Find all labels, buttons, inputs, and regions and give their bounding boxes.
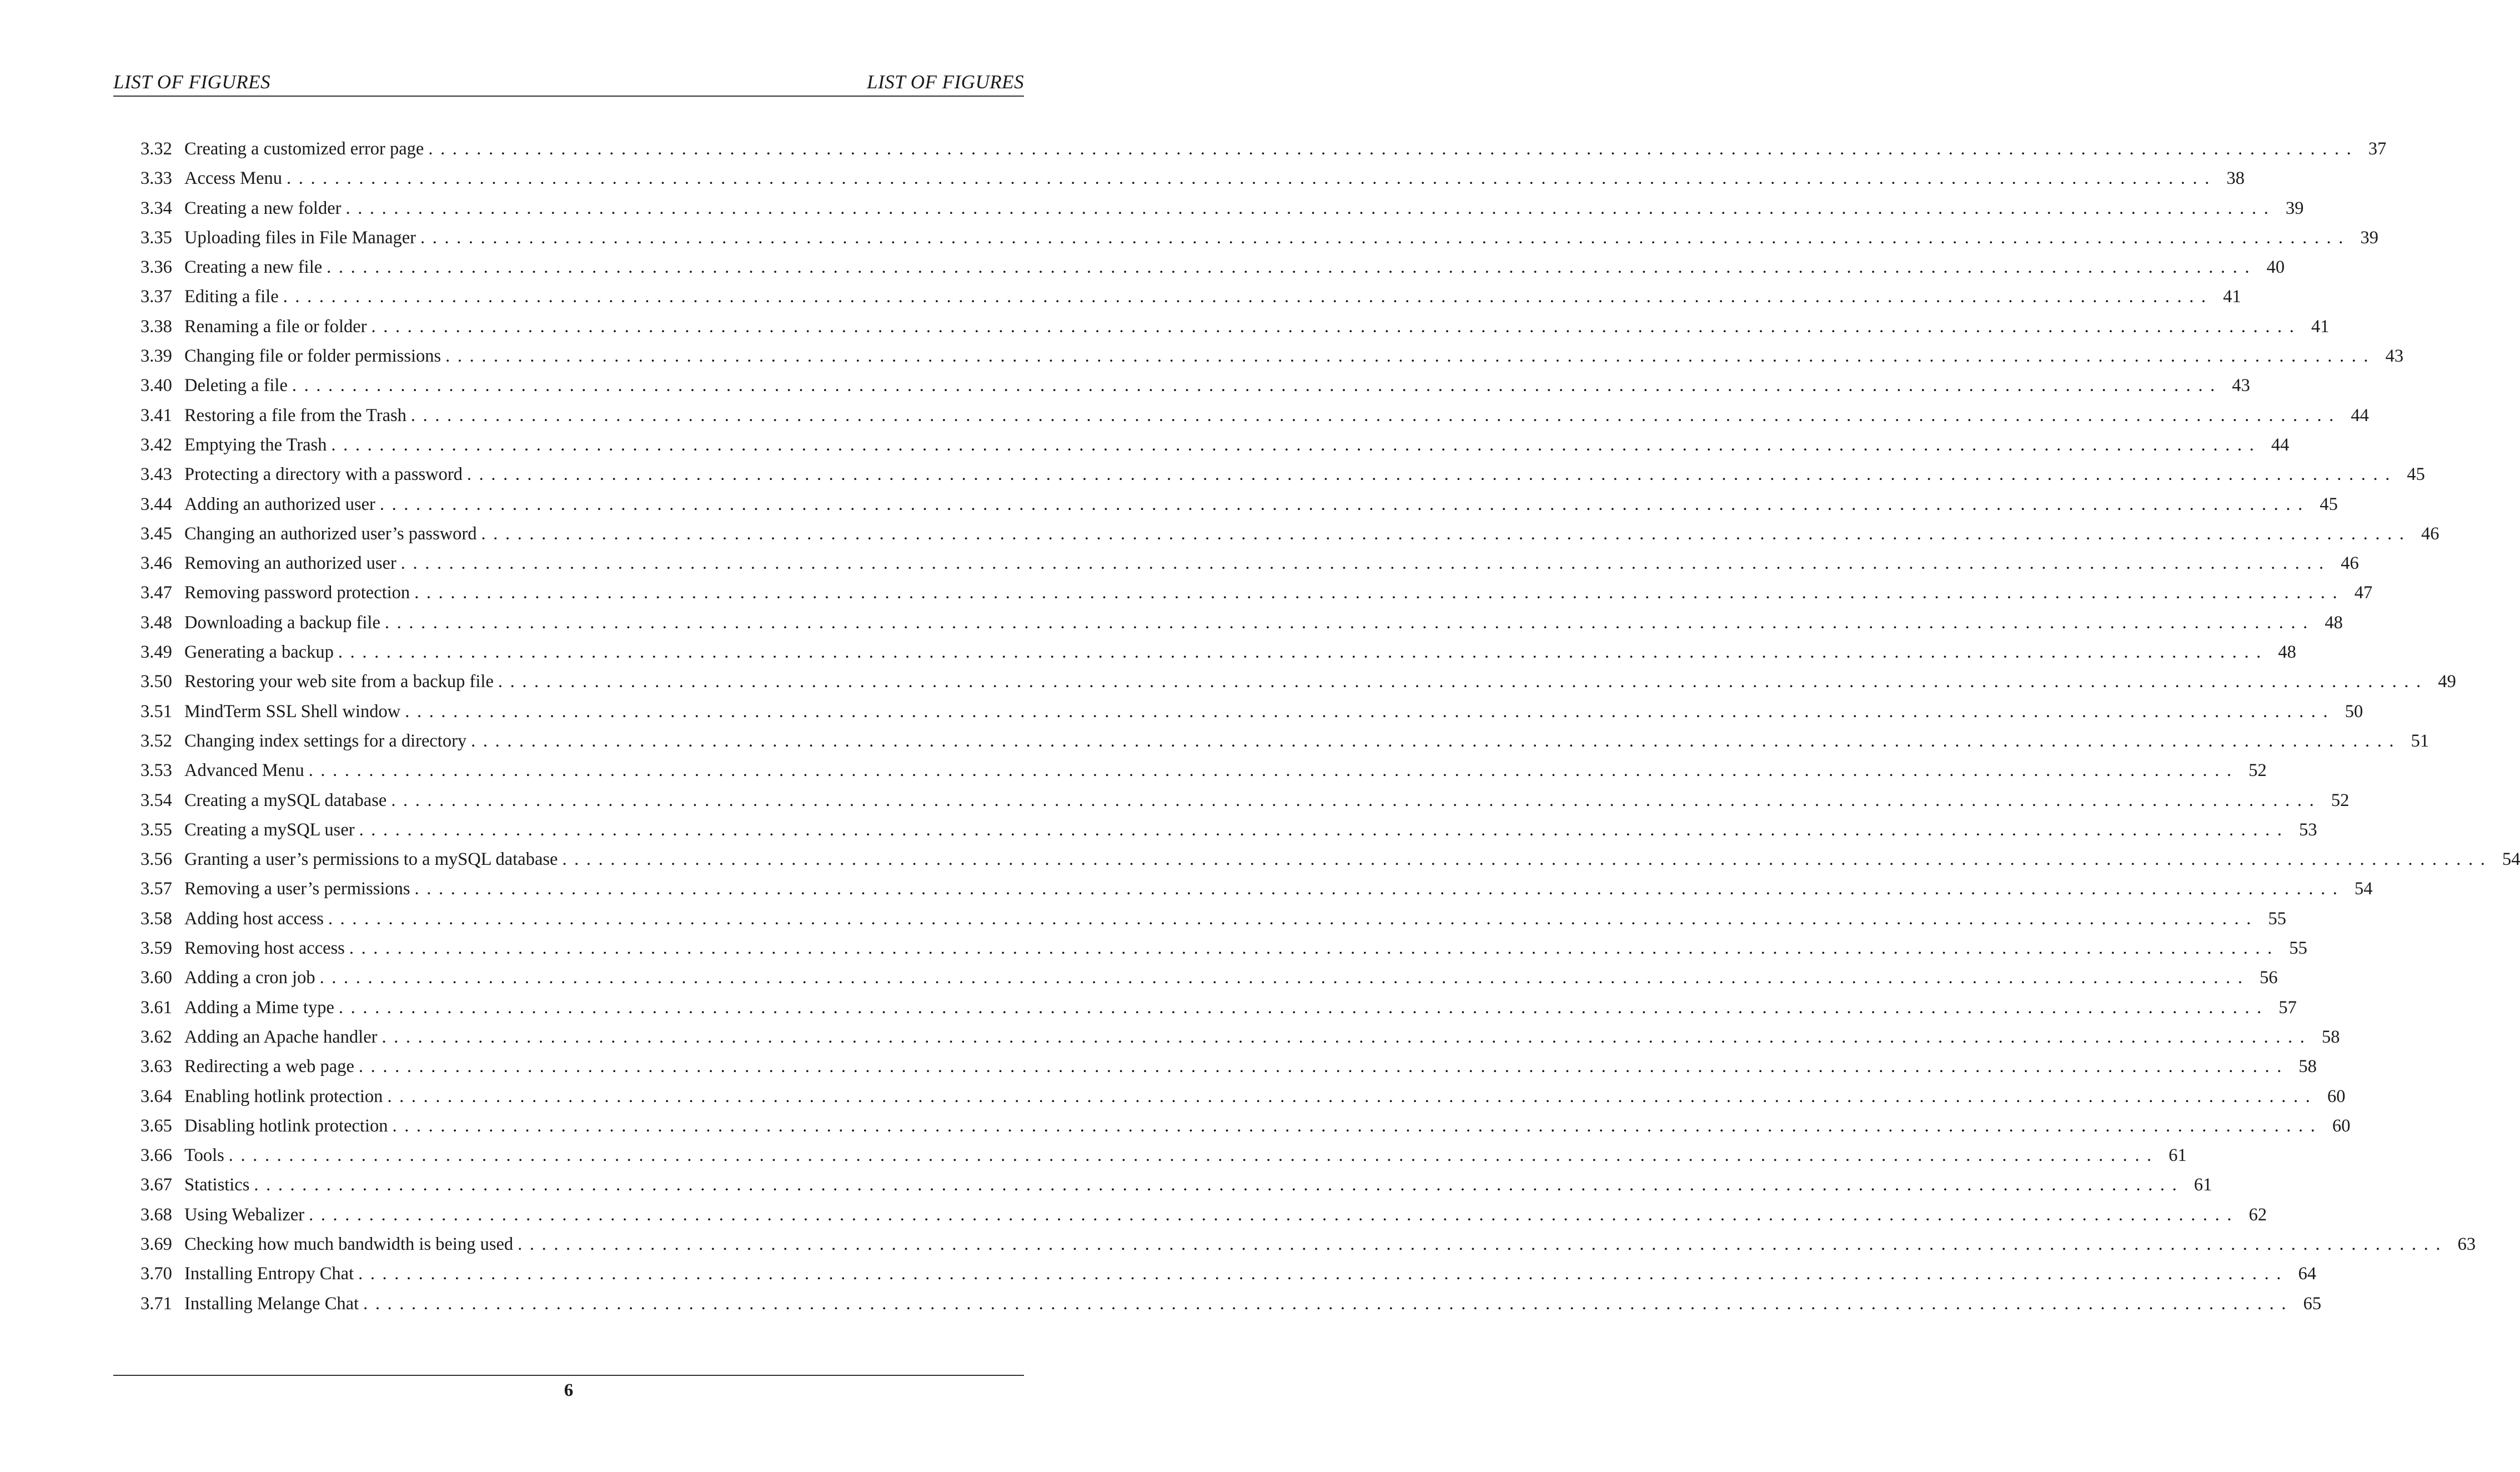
figure-entry[interactable] [140, 1293, 2322, 1323]
figure-entry[interactable] [140, 1234, 2476, 1264]
figure-entry[interactable] [140, 849, 2520, 879]
dot-leader: ................................................................................................................................................................ [384, 612, 2315, 633]
figure-number: 3.67 [140, 1175, 172, 1195]
figure-title: Redirecting a web page [184, 1057, 354, 1077]
figure-page-number: 56 [2260, 968, 2278, 988]
figure-entry[interactable] [140, 346, 2404, 375]
figure-entry[interactable] [140, 1057, 2317, 1086]
figure-number: 3.65 [140, 1115, 172, 1136]
figure-number: 3.40 [140, 375, 172, 396]
figure-entry[interactable] [140, 375, 2250, 405]
figure-entry[interactable] [140, 1204, 2267, 1234]
figure-number: 3.60 [140, 968, 172, 988]
figure-entry[interactable] [140, 198, 2304, 228]
figure-title: Adding an authorized user [184, 494, 375, 514]
figure-page-number: 54 [2502, 849, 2520, 870]
figure-title: Downloading a backup file [184, 612, 380, 633]
figure-page-number: 47 [2354, 583, 2373, 603]
figure-number: 3.57 [140, 879, 172, 899]
figure-title: Creating a new folder [184, 198, 342, 218]
figure-entry[interactable] [140, 168, 2245, 198]
figure-number: 3.41 [140, 405, 172, 425]
dot-leader: ................................................................................................................................................................ [381, 1027, 2312, 1047]
figure-title: Emptying the Trash [184, 434, 327, 455]
figure-number: 3.62 [140, 1027, 172, 1047]
figure-entry[interactable] [140, 730, 2429, 760]
figure-number: 3.59 [140, 938, 172, 959]
figure-page-number: 61 [2168, 1145, 2187, 1166]
figure-number: 3.69 [140, 1234, 172, 1254]
figure-title: Creating a mySQL user [184, 819, 355, 840]
figure-number: 3.42 [140, 434, 172, 455]
figure-title: Editing a file [184, 287, 279, 307]
figure-entry[interactable] [140, 257, 2285, 287]
figure-entry[interactable] [140, 672, 2456, 701]
figure-number: 3.52 [140, 730, 172, 751]
figure-title: Adding a cron job [184, 968, 315, 988]
dot-leader: ................................................................................................................................................................ [445, 346, 2376, 367]
figure-title: MindTerm SSL Shell window [184, 701, 401, 722]
figure-number: 3.58 [140, 908, 172, 929]
figure-title: Restoring a file from the Trash [184, 405, 406, 425]
figure-title: Enabling hotlink protection [184, 1086, 383, 1106]
dot-leader: ................................................................................................................................................................ [338, 997, 2269, 1018]
dot-leader: ................................................................................................................................................................ [498, 672, 2428, 692]
figure-number: 3.33 [140, 168, 172, 189]
figure-entry[interactable] [140, 1264, 2317, 1293]
figure-page-number: 45 [2407, 464, 2425, 485]
figure-page-number: 54 [2355, 879, 2373, 899]
figure-page-number: 65 [2303, 1293, 2322, 1314]
figure-entry[interactable] [140, 790, 2350, 820]
dot-leader: ................................................................................................................................................................ [387, 1086, 2318, 1106]
footer-rule [113, 1375, 1024, 1376]
figure-page-number: 61 [2193, 1175, 2212, 1195]
figure-page-number: 44 [2351, 405, 2369, 425]
figure-title: Adding a Mime type [184, 997, 334, 1018]
figure-number: 3.61 [140, 997, 172, 1018]
dot-leader: ................................................................................................................................................................ [328, 908, 2258, 929]
figure-page-number: 57 [2278, 997, 2297, 1018]
figure-entry[interactable] [140, 494, 2338, 524]
dot-leader: ................................................................................................................................................................ [400, 553, 2331, 574]
figure-entry[interactable] [140, 968, 2278, 997]
dot-leader: ................................................................................................................................................................ [283, 287, 2213, 307]
dot-leader: ................................................................................................................................................................ [308, 760, 2239, 781]
figure-number: 3.39 [140, 346, 172, 367]
figure-entry[interactable] [140, 464, 2425, 494]
figure-entry[interactable] [140, 287, 2241, 316]
figure-number: 3.48 [140, 612, 172, 633]
figure-page-number: 39 [2360, 227, 2378, 248]
figure-entry[interactable] [140, 523, 2439, 553]
figure-title: Adding an Apache handler [184, 1027, 378, 1047]
figure-title: Changing index settings for a directory [184, 730, 467, 751]
figure-entry[interactable] [140, 316, 2330, 346]
figure-page-number: 40 [2266, 257, 2285, 278]
figure-page-number: 44 [2271, 434, 2290, 455]
dot-leader: ................................................................................................................................................................ [254, 1175, 2185, 1195]
figure-title: Using Webalizer [184, 1204, 305, 1225]
figure-number: 3.49 [140, 642, 172, 663]
figure-page-number: 41 [2223, 287, 2241, 307]
figure-entry[interactable] [140, 227, 2378, 257]
figure-title: Disabling hotlink protection [184, 1115, 388, 1136]
figure-page-number: 41 [2311, 316, 2330, 337]
figure-entry[interactable] [140, 1115, 2351, 1145]
figure-entry[interactable] [140, 760, 2267, 790]
dot-leader: ................................................................................................................................................................ [428, 139, 2359, 159]
dot-leader: ................................................................................................................................................................ [331, 434, 2262, 455]
figure-entry[interactable] [140, 583, 2373, 612]
figure-entry[interactable] [140, 879, 2373, 908]
figure-title: Access Menu [184, 168, 282, 189]
figure-number: 3.64 [140, 1086, 172, 1106]
figure-page-number: 55 [2289, 938, 2307, 959]
dot-leader: ................................................................................................................................................................ [349, 938, 2280, 959]
figure-entry[interactable] [140, 938, 2307, 968]
figure-page-number: 50 [2345, 701, 2363, 722]
figure-entry[interactable] [140, 819, 2317, 849]
figure-number: 3.55 [140, 819, 172, 840]
figure-entry[interactable] [140, 553, 2359, 583]
dot-leader: ................................................................................................................................................................ [518, 1234, 2448, 1254]
figure-title: Creating a new file [184, 257, 323, 278]
figure-entry[interactable] [140, 997, 2297, 1027]
figure-title: Advanced Menu [184, 760, 304, 781]
figure-page-number: 64 [2298, 1264, 2317, 1284]
figure-number: 3.35 [140, 227, 172, 248]
figure-page-number: 38 [2226, 168, 2245, 189]
figure-number: 3.68 [140, 1204, 172, 1225]
figure-title: Checking how much bandwidth is being used [184, 1234, 514, 1254]
figure-entry[interactable] [140, 1086, 2346, 1116]
figure-page-number: 43 [2232, 375, 2250, 396]
figure-number: 3.70 [140, 1264, 172, 1284]
figure-entry[interactable] [140, 139, 2387, 168]
figure-title: Removing an authorized user [184, 553, 396, 574]
figure-entry[interactable] [140, 405, 2369, 435]
figure-title: Renaming a file or folder [184, 316, 367, 337]
dot-leader: ................................................................................................................................................................ [309, 1204, 2240, 1225]
figure-title: Statistics [184, 1175, 250, 1195]
dot-leader: ................................................................................................................................................................ [359, 819, 2290, 840]
figure-number: 3.37 [140, 287, 172, 307]
dot-leader: ................................................................................................................................................................ [414, 879, 2345, 899]
dot-leader: ................................................................................................................................................................ [363, 1293, 2294, 1314]
figure-title: Removing host access [184, 938, 345, 959]
figure-number: 3.46 [140, 553, 172, 574]
figure-title: Deleting a file [184, 375, 288, 396]
page-number: 6 [564, 1380, 574, 1400]
dot-leader: ................................................................................................................................................................ [338, 642, 2268, 663]
figure-title: Installing Entropy Chat [184, 1264, 354, 1284]
dot-leader: ................................................................................................................................................................ [410, 405, 2341, 425]
figure-title: Creating a mySQL database [184, 790, 387, 810]
figure-number: 3.66 [140, 1145, 172, 1166]
figure-page-number: 46 [2341, 553, 2359, 574]
figure-page-number: 53 [2299, 819, 2317, 840]
figure-page-number: 48 [2325, 612, 2343, 633]
figure-page-number: 37 [2368, 139, 2387, 159]
dot-leader: ................................................................................................................................................................ [420, 227, 2351, 248]
figure-title: Granting a user’s permissions to a mySQL database [184, 849, 558, 870]
figure-title: Creating a customized error page [184, 139, 424, 159]
figure-entry[interactable] [140, 1145, 2187, 1175]
figure-title: Removing a user’s permissions [184, 879, 410, 899]
figure-page-number: 58 [2298, 1057, 2317, 1077]
figure-page-number: 60 [2327, 1086, 2346, 1106]
dot-leader: ................................................................................................................................................................ [358, 1264, 2289, 1284]
figure-title: Generating a backup [184, 642, 334, 663]
list-of-figures [140, 139, 2520, 1323]
figure-page-number: 39 [2285, 198, 2304, 218]
figure-page-number: 52 [2331, 790, 2350, 810]
figure-title: Tools [184, 1145, 224, 1166]
figure-page-number: 62 [2248, 1204, 2267, 1225]
figure-entry[interactable] [140, 642, 2296, 672]
dot-leader: ................................................................................................................................................................ [345, 198, 2276, 218]
figure-title: Changing an authorized user’s password [184, 523, 477, 544]
figure-title: Restoring your web site from a backup file [184, 672, 494, 692]
header-left-title: LIST OF FIGURES [113, 71, 270, 93]
figure-entry[interactable] [140, 1027, 2340, 1057]
dot-leader: ................................................................................................................................................................ [405, 701, 2336, 722]
figure-title: Installing Melange Chat [184, 1293, 359, 1314]
figure-entry[interactable] [140, 434, 2290, 464]
dot-leader: ................................................................................................................................................................ [562, 849, 2493, 870]
dot-leader: ................................................................................................................................................................ [327, 257, 2257, 278]
dot-leader: ................................................................................................................................................................ [466, 464, 2397, 485]
dot-leader: ................................................................................................................................................................ [392, 1115, 2323, 1136]
figure-number: 3.32 [140, 139, 172, 159]
figure-page-number: 48 [2278, 642, 2296, 663]
figure-number: 3.34 [140, 198, 172, 218]
figure-title: Adding host access [184, 908, 324, 929]
figure-number: 3.45 [140, 523, 172, 544]
figure-page-number: 55 [2268, 908, 2286, 929]
figure-number: 3.38 [140, 316, 172, 337]
figure-number: 3.53 [140, 760, 172, 781]
header-right-title: LIST OF FIGURES [867, 71, 1024, 93]
figure-number: 3.36 [140, 257, 172, 278]
figure-title: Changing file or folder permissions [184, 346, 441, 367]
figure-page-number: 45 [2320, 494, 2338, 514]
dot-leader: ................................................................................................................................................................ [414, 583, 2345, 603]
dot-leader: ................................................................................................................................................................ [371, 316, 2302, 337]
figure-number: 3.71 [140, 1293, 172, 1314]
running-header [113, 70, 1024, 97]
figure-number: 3.44 [140, 494, 172, 514]
figure-number: 3.50 [140, 672, 172, 692]
figure-page-number: 51 [2411, 730, 2429, 751]
figure-number: 3.54 [140, 790, 172, 810]
figure-number: 3.63 [140, 1057, 172, 1077]
figure-page-number: 58 [2321, 1027, 2340, 1047]
figure-number: 3.56 [140, 849, 172, 870]
figure-entry[interactable] [140, 908, 2286, 938]
dot-leader: ................................................................................................................................................................ [228, 1145, 2159, 1166]
dot-leader: ................................................................................................................................................................ [287, 168, 2217, 189]
dot-leader: ................................................................................................................................................................ [319, 968, 2250, 988]
figure-entry[interactable] [140, 612, 2343, 642]
figure-page-number: 43 [2385, 346, 2404, 367]
figure-entry[interactable] [140, 1175, 2212, 1204]
dot-leader: ................................................................................................................................................................ [471, 730, 2402, 751]
figure-number: 3.47 [140, 583, 172, 603]
dot-leader: ................................................................................................................................................................ [481, 523, 2412, 544]
figure-title: Protecting a directory with a password [184, 464, 463, 485]
figure-page-number: 63 [2457, 1234, 2476, 1254]
figure-title: Uploading files in File Manager [184, 227, 416, 248]
dot-leader: ................................................................................................................................................................ [379, 494, 2310, 514]
figure-page-number: 52 [2248, 760, 2267, 781]
figure-page-number: 46 [2421, 523, 2439, 544]
dot-leader: ................................................................................................................................................................ [391, 790, 2322, 810]
dot-leader: ................................................................................................................................................................ [292, 375, 2222, 396]
figure-number: 3.51 [140, 701, 172, 722]
figure-page-number: 49 [2438, 672, 2456, 692]
figure-entry[interactable] [140, 701, 2363, 731]
dot-leader: ................................................................................................................................................................ [358, 1057, 2289, 1077]
figure-number: 3.43 [140, 464, 172, 485]
figure-page-number: 60 [2332, 1115, 2351, 1136]
figure-title: Removing password protection [184, 583, 410, 603]
